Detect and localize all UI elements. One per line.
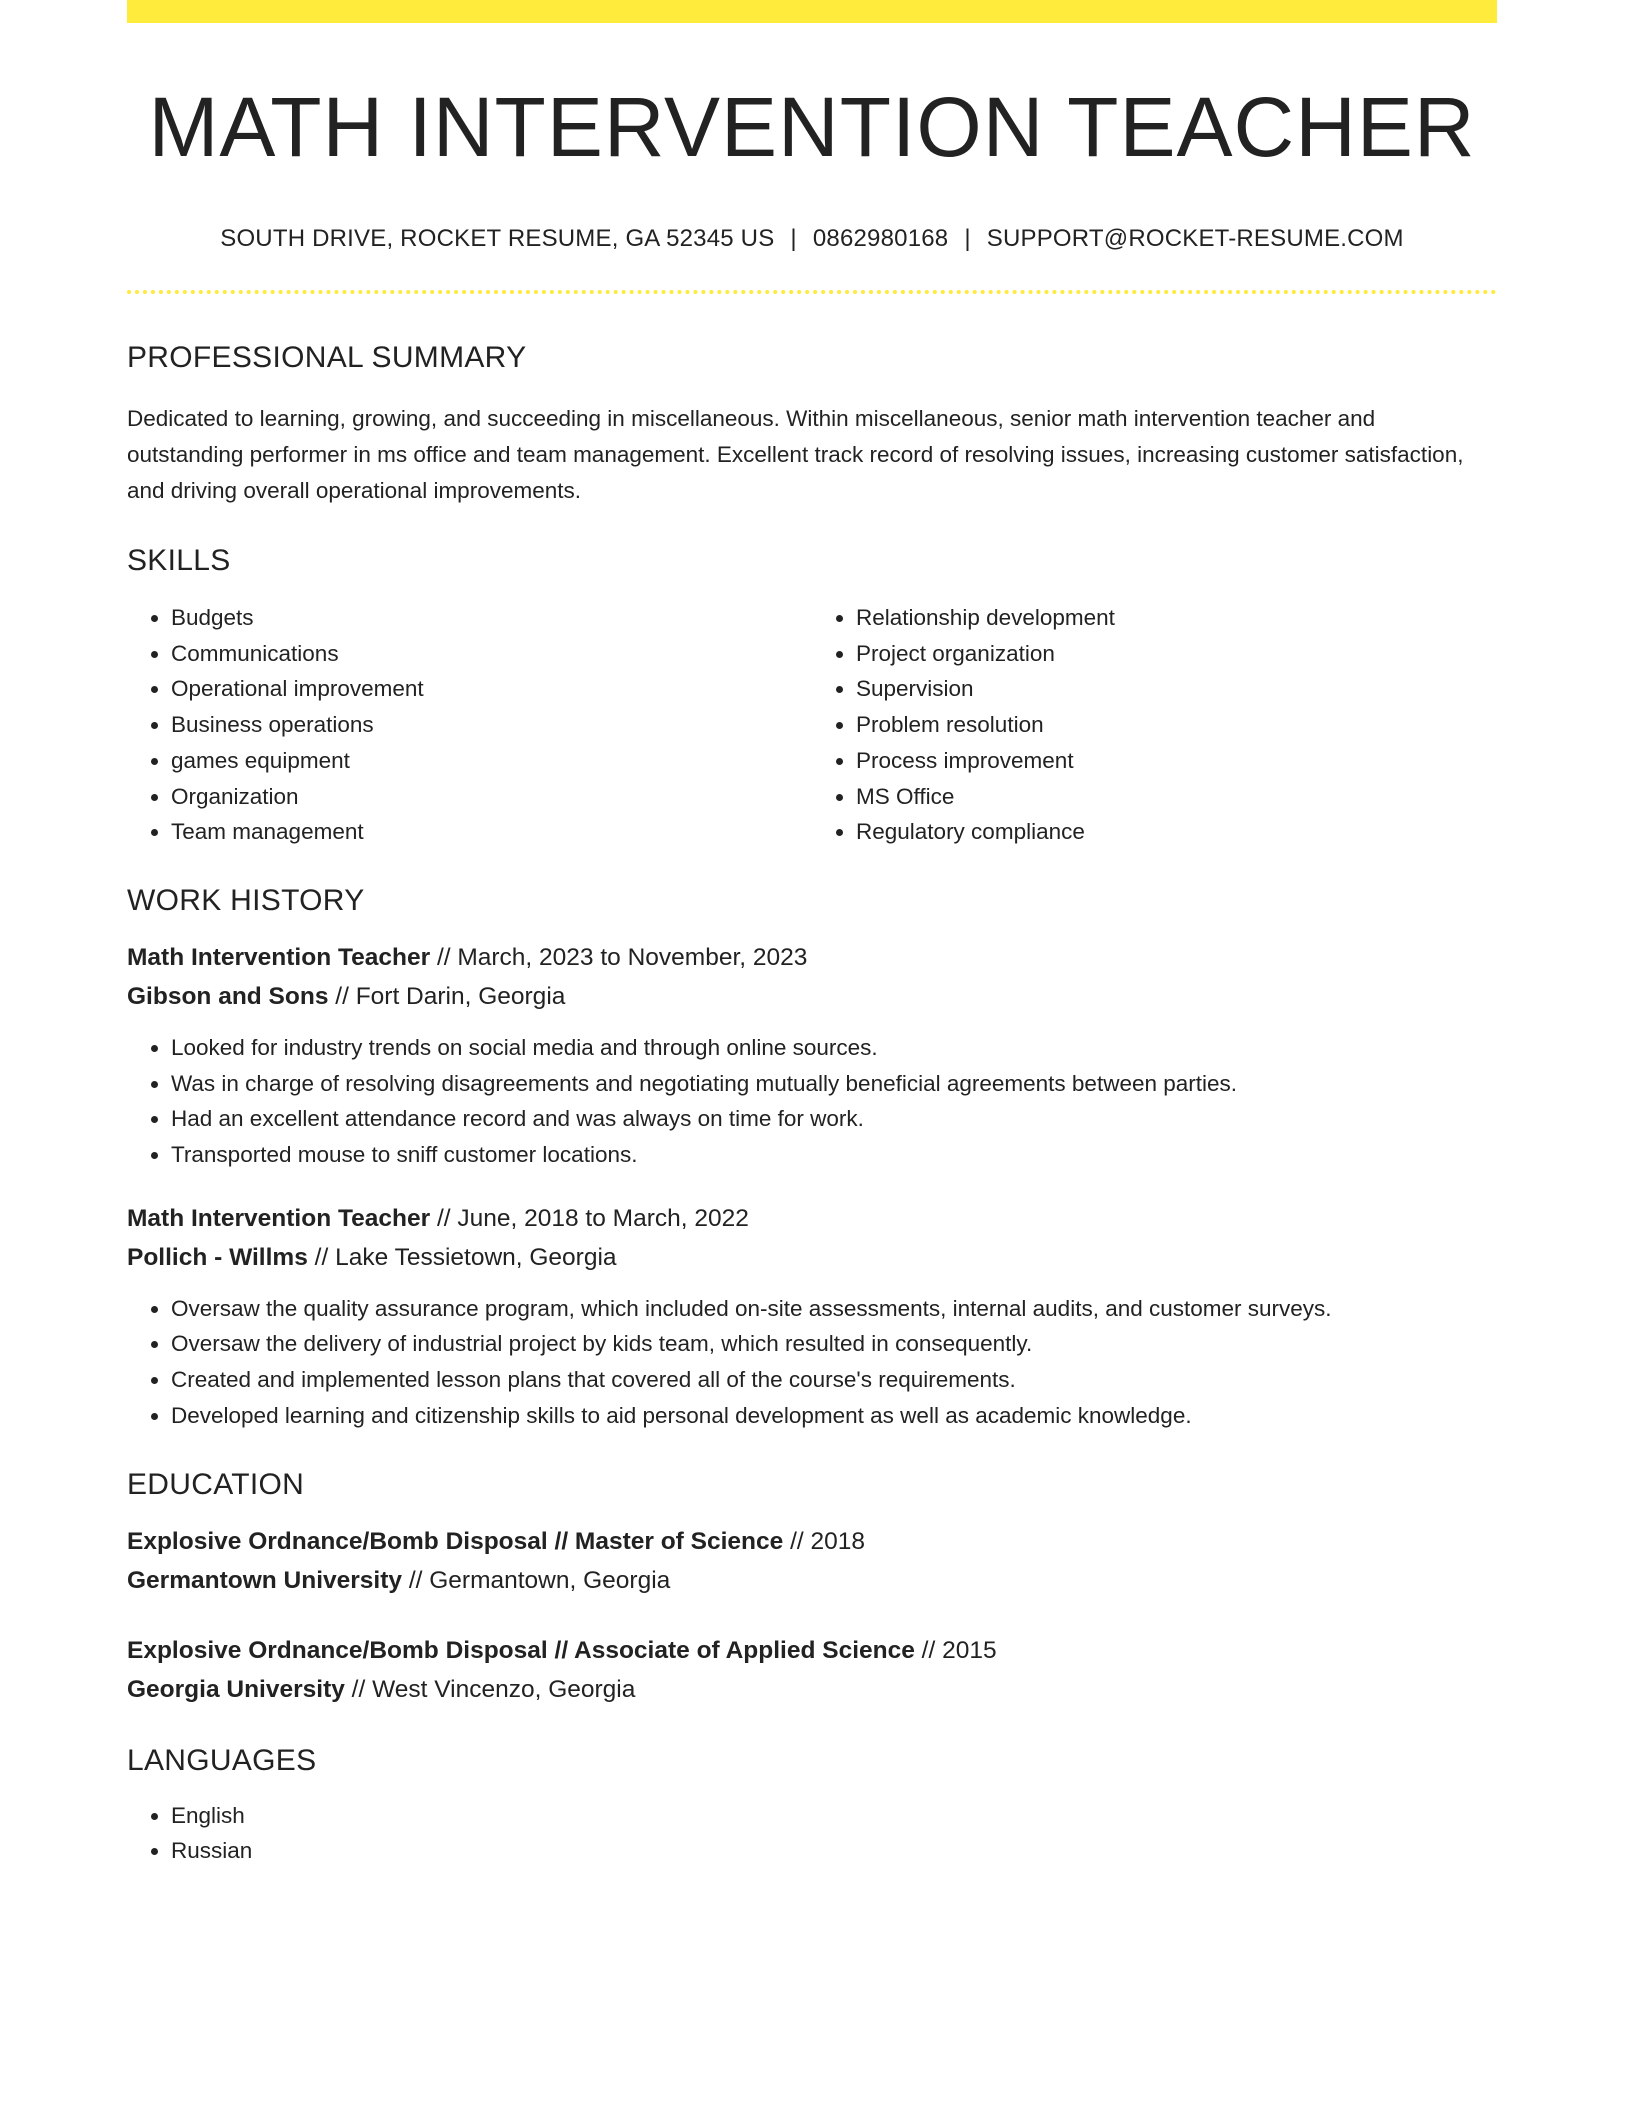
job-title: Math Intervention Teacher <box>127 943 431 971</box>
skill-item: • games equipment <box>171 743 812 779</box>
skill-item: • Budgets <box>171 600 812 636</box>
education-location: // Germantown, Georgia <box>402 1566 671 1594</box>
languages-heading: LANGUAGES <box>127 1743 317 1777</box>
skills-heading: SKILLS <box>127 544 231 577</box>
skill-item: • Business operations <box>171 707 812 743</box>
contact-separator: | <box>964 225 971 252</box>
job-header <box>127 938 1497 1016</box>
skill-item: • Supervision <box>856 671 1497 707</box>
job-bullets <box>127 1291 1497 1434</box>
education-school: Germantown University <box>127 1566 403 1594</box>
job-bullet: • Developed learning and citizenship skills to aid personal development as well as academic knowledge. <box>171 1398 1497 1434</box>
job-bullet: • Transported mouse to sniff customer locations. <box>171 1137 1497 1173</box>
education-entry <box>127 1522 1497 1600</box>
skill-item: • Project organization <box>856 636 1497 672</box>
job-location: // Fort Darin, Georgia <box>328 982 566 1010</box>
skills-section <box>127 546 1497 850</box>
skill-item: • Organization <box>171 779 812 815</box>
job-bullet: • Had an excellent attendance record and was always on time for work. <box>171 1101 1497 1137</box>
job-company: Gibson and Sons <box>127 982 329 1010</box>
job-dates: // March, 2023 to November, 2023 <box>430 943 808 971</box>
skills-columns <box>127 600 1497 850</box>
job-company: Pollich - Willms <box>127 1243 308 1271</box>
education-degree: Explosive Ordnance/Bomb Disposal // Associate of Applied Science <box>127 1636 915 1664</box>
resume-title: MATH INTERVENTION TEACHER <box>148 80 1476 174</box>
languages-section <box>127 1743 1497 1869</box>
education-entry <box>127 1631 1497 1709</box>
job-bullet: • Oversaw the quality assurance program, which included on-site assessments, internal audits, and customer surveys. <box>171 1291 1497 1327</box>
job-header <box>127 1199 1497 1277</box>
skill-item: • Process improvement <box>856 743 1497 779</box>
job-location: // Lake Tessietown, Georgia <box>307 1243 617 1271</box>
contact-address: SOUTH DRIVE, ROCKET RESUME, GA 52345 US <box>220 225 775 252</box>
skill-item: • Relationship development <box>856 600 1497 636</box>
contact-line <box>127 227 1497 251</box>
job-entry <box>127 1199 1497 1434</box>
job-bullets <box>127 1030 1497 1173</box>
education-header <box>127 1522 1497 1600</box>
education-location: // West Vincenzo, Georgia <box>344 1675 636 1703</box>
job-bullet: • Looked for industry trends on social media and through online sources. <box>171 1030 1497 1066</box>
skill-item: • Regulatory compliance <box>856 814 1497 850</box>
job-dates: // June, 2018 to March, 2022 <box>430 1204 749 1232</box>
skill-item: • Problem resolution <box>856 707 1497 743</box>
dotted-divider <box>127 290 1497 294</box>
skill-item: • Team management <box>171 814 812 850</box>
language-item: • Russian <box>171 1833 1497 1869</box>
skill-item: • MS Office <box>856 779 1497 815</box>
education-year: // 2018 <box>783 1527 865 1555</box>
job-bullet: • Created and implemented lesson plans that covered all of the course's requirements. <box>171 1362 1497 1398</box>
skills-list-right <box>812 600 1497 850</box>
languages-list <box>127 1798 1497 1869</box>
job-title: Math Intervention Teacher <box>127 1204 431 1232</box>
education-heading: EDUCATION <box>127 1467 305 1501</box>
education-degree: Explosive Ordnance/Bomb Disposal // Master of Science <box>127 1527 784 1555</box>
resume-page <box>127 0 1497 1869</box>
contact-phone: 0862980168 <box>812 225 949 252</box>
job-entry <box>127 938 1497 1173</box>
skill-item: • Communications <box>171 636 812 672</box>
skills-list-left <box>127 600 812 850</box>
summary-text: Dedicated to learning, growing, and succeeding in miscellaneous. Within miscellaneous, senior math intervention teacher and outstanding performer in ms office and team management. Excellent track record of resolving issues, increasing customer satisfaction, and driving overall operational improvements. <box>127 406 1464 503</box>
education-year: // 2015 <box>914 1636 997 1664</box>
language-item: • English <box>171 1798 1497 1834</box>
education-section <box>127 1467 1497 1709</box>
summary-section <box>127 343 1497 509</box>
contact-separator: | <box>790 225 797 252</box>
skill-item: • Operational improvement <box>171 671 812 707</box>
accent-top-bar <box>127 0 1497 23</box>
job-bullet: • Was in charge of resolving disagreements and negotiating mutually beneficial agreements between parties. <box>171 1066 1497 1102</box>
summary-heading: PROFESSIONAL SUMMARY <box>127 341 527 374</box>
work-history-heading: WORK HISTORY <box>127 883 365 917</box>
work-history-section <box>127 883 1497 1434</box>
contact-email: SUPPORT@ROCKET-RESUME.COM <box>986 225 1404 252</box>
education-school: Georgia University <box>127 1675 345 1703</box>
education-header <box>127 1631 1497 1709</box>
job-bullet: • Oversaw the delivery of industrial project by kids team, which resulted in consequently. <box>171 1326 1497 1362</box>
